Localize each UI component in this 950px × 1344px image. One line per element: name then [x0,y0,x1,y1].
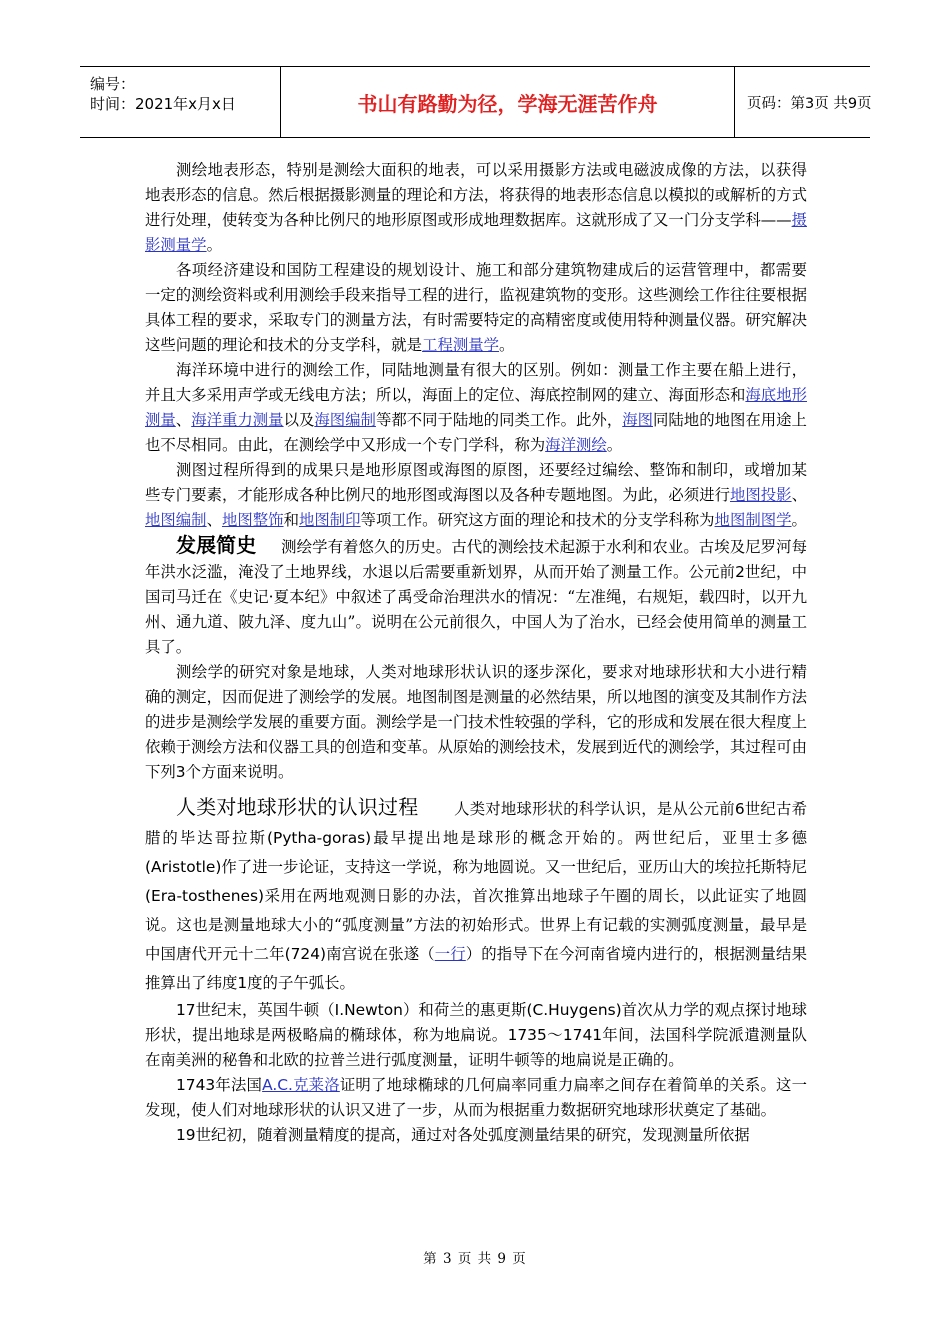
link-seabed-topography[interactable]: 海底地形测量 [145,386,807,429]
link-map-projection[interactable]: 地图投影 [730,486,792,504]
paragraph-earth-shape: 人类对地球形状的认识过程 人类对地球形状的科学认识，是从公元前6世纪古希腊的毕达哥拉斯(Pytha-goras)最早提出地是球形的概念开始的。两世纪后，亚里士多德(Aristotle)作了进一步论证，支持这一学说，称为地圆说。又一世纪后，亚历山大的埃拉托斯特尼 (Era-tosthenes)采用在两地观测日影的办法，首次推算出地球子午圈的周长，以此证实了地圆说。这也是测量地球大小的“弧度测量”方法的初始形式。世界上有记载的实测弧度测量，最早是中国唐代开元十二年(724)南宫说在张遂（一行）的指导下在今河南省境内进行的，根据测量结果推算出了纬度1度的子午弧长。 [145,795,807,992]
link-chart-compilation[interactable]: 海图编制 [314,411,376,429]
paragraph-clairaut: 1743年法国A.C.克莱洛证明了地球椭球的几何扁率同重力扁率之间存在着简单的关系。这一发现，使人们对地球形状的认识又进了一步，从而为根据重力数据研究地球形状奠定了基础。 [145,1076,807,1119]
paragraph-photogrammetry: 测绘地表形态，特别是测绘大面积的地表，可以采用摄影方法或电磁波成像的方法，以获得地表形态的信息。然后根据摄影测量的理论和方法，将获得的地表形态信息以模拟的或解析的方式进行处理，使转变为各种比例尺的地形原图或形成地理数据库。这就形成了又一门分支学科——摄影测量学。 [145,161,807,254]
header-meta-cell [80,67,281,137]
heading-history: 发展简史 [176,533,257,557]
link-marine-gravity[interactable]: 海洋重力测量 [191,411,284,429]
link-clairaut[interactable]: A.C.克莱洛 [262,1076,340,1094]
page-footer: 第 3 页 共 9 页 [423,1251,527,1267]
code-label: 编号： [90,75,136,93]
paragraph-cartography: 测图过程所得到的成果只是地形原图或海图的原图，还要经过编绘、整饰和制印，或增加某些专门要素，才能形成各种比例尺的地形图或海图以及各种专题地图。为此，必须进行地图投影、地图编制、地图整饰和地图制印等项工作。研究这方面的理论和技术的分支学科称为地图制图学。 [145,461,807,529]
paragraph-marine-survey: 海洋环境中进行的测绘工作，同陆地测量有很大的区别。例如：测量工作主要在船上进行，并且大多采用声学或无线电方法；所以，海面上的定位、海底控制网的建立、海面形态和海底地形测量、海洋重力测量以及海图编制等都不同于陆地的同类工作。此外，海图同陆地的地图在用途上也不尽相同。由此，在测绘学中又形成一个专门学科，称为海洋测绘。 [145,361,807,454]
link-photogrammetry[interactable]: 摄影测量学 [145,211,807,254]
date-label: 时间：2021年x月x日 [90,95,236,113]
heading-earth-shape: 人类对地球形状的认识过程 [176,795,419,819]
link-marine-surveying[interactable]: 海洋测绘 [545,436,607,454]
link-yixing[interactable]: 一行 [434,945,466,963]
header-table [80,66,870,138]
paragraph-research-object: 测绘学的研究对象是地球，人类对地球形状认识的逐步深化，要求对地球形状和大小进行精确的测定，因而促进了测绘学的发展。地图制图是测量的必然结果，所以地图的演变及其制作方法的进步是测绘学发展的重要方面。测绘学是一门技术性较强的学科，它的形成和发展在很大程度上依赖于测绘方法和仪器工具的创造和变革。从原始的测绘技术，发展到近代的测绘学，其过程可由下列3个方面来说明。 [145,663,807,781]
paragraph-newton: 17世纪末，英国牛顿（I.Newton）和荷兰的惠更斯(C.Huygens)首次从力学的观点探讨地球形状，提出地球是两极略扁的椭球体，称为地扁说。1735～1741年间，法国科学院派遣测量队在南美洲的秘鲁和北欧的拉普兰进行弧度测量，证明牛顿等的地扁说是正确的。 [145,1001,807,1069]
link-map-printing[interactable]: 地图制印 [298,511,361,529]
header-page-info: 页码：第3页 共9页 [747,95,872,112]
link-engineering-survey[interactable]: 工程测量学 [422,336,500,354]
paragraph-19th-century: 19世纪初，随着测量精度的提高，通过对各处弧度测量结果的研究，发现测量所依据 [176,1126,750,1144]
paragraph-engineering-survey: 各项经济建设和国防工程建设的规划设计、施工和部分建筑物建成后的运营管理中，都需要一定的测绘资料或利用测绘手段来指导工程的进行，监视建筑物的变形。这些测绘工作往往要根据具体工程的要求，采取专门的测量方法，有时需要特定的高精密度或使用特种测量仪器。研究解决这些问题的理论和技术的分支学科，就是工程测量学。 [145,261,807,354]
link-map-compilation[interactable]: 地图编制 [145,511,207,529]
link-map-finishing[interactable]: 地图整饰 [221,511,284,529]
document-body [145,158,807,1148]
link-cartography[interactable]: 地图制图学 [714,511,792,529]
paragraph-history: 发展简史 测绘学有着悠久的历史。古代的测绘技术起源于水利和农业。古埃及尼罗河每年洪水泛滥，淹没了土地界线，水退以后需要重新划界，从而开始了测量工作。公元前2世纪，中国司马迁在《史记·夏本纪》中叙述了禹受命治理洪水的情况：“左准绳，右规矩，载四时，以开九州、通九道、陂九泽、度九山”。说明在公元前很久，中国人为了治水，已经会使用简单的测量工具了。 [145,533,807,656]
header-motto: 书山有路勤为径，学海无涯苦作舟 [281,67,735,137]
link-nautical-chart[interactable]: 海图 [622,411,654,429]
